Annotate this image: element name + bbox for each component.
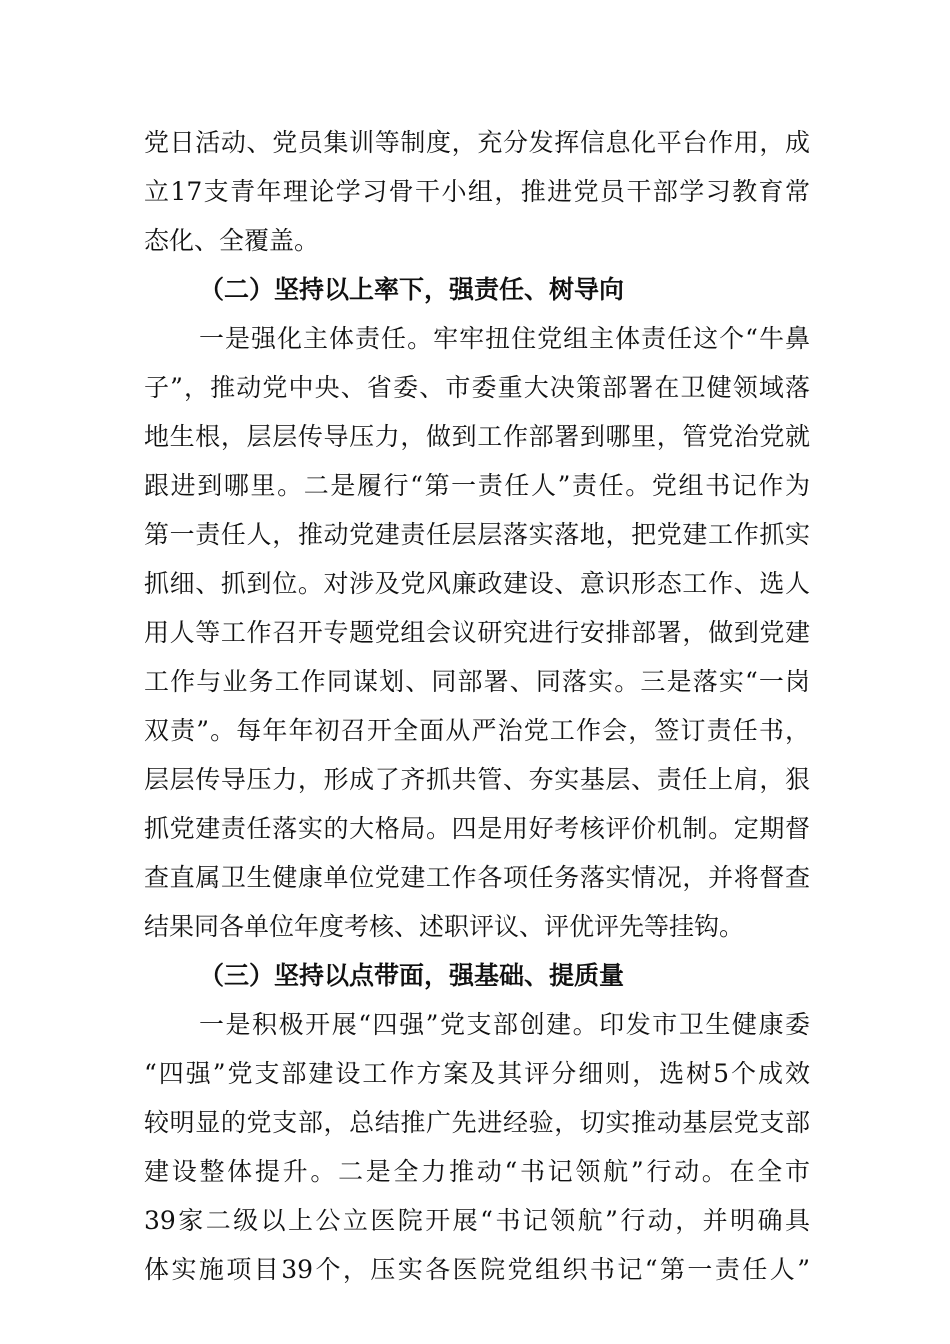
section-heading-3: （三）坚持以点带面，强基础、提质量	[199, 961, 625, 990]
paragraph-2-line-7: 用人等工作召开专题党组会议研究进行安排部署，做到党建	[144, 618, 810, 647]
paragraph-3-line-6: 体实施项目39个，压实各医院党组织书记“第一责任人”	[144, 1255, 810, 1284]
paragraph-2-line-11: 抓党建责任落实的大格局。四是用好考核评价机制。定期督	[144, 814, 810, 843]
paragraph-2-line-2: 子”，推动党中央、省委、市委重大决策部署在卫健领域落	[144, 373, 810, 402]
paragraph-2-line-1: 一是强化主体责任。牢牢扭住党组主体责任这个“牛鼻	[199, 324, 810, 353]
paragraph-1-line-3: 态化、全覆盖。	[144, 226, 320, 255]
paragraph-2-line-13: 结果同各单位年度考核、述职评议、评优评先等挂钩。	[144, 912, 745, 941]
paragraph-2-line-12: 查直属卫生健康单位党建工作各项任务落实情况，并将督查	[144, 863, 810, 892]
paragraph-2-line-6: 抓细、抓到位。对涉及党风廉政建设、意识形态工作、选人	[144, 569, 810, 598]
paragraph-3-line-1: 一是积极开展“四强”党支部创建。印发市卫生健康委	[199, 1010, 810, 1039]
section-heading-2: （二）坚持以上率下，强责任、树导向	[199, 275, 625, 304]
paragraph-3-line-4: 建设整体提升。二是全力推动“书记领航”行动。在全市	[144, 1157, 810, 1186]
paragraph-2-line-4: 跟进到哪里。二是履行“第一责任人”责任。党组书记作为	[144, 471, 810, 500]
paragraph-2-line-9: 双责”。每年年初召开全面从严治党工作会，签订责任书，	[144, 716, 810, 745]
paragraph-2-line-3: 地生根，层层传导压力，做到工作部署到哪里，管党治党就	[144, 422, 810, 451]
paragraph-1-line-2: 立17支青年理论学习骨干小组，推进党员干部学习教育常	[144, 177, 810, 206]
paragraph-3-line-2: “四强”党支部建设工作方案及其评分细则，选树5个成效	[144, 1059, 810, 1088]
document-body	[144, 118, 810, 1294]
paragraph-1-line-1: 党日活动、党员集训等制度，充分发挥信息化平台作用，成	[144, 128, 810, 157]
paragraph-3-line-5: 39家二级以上公立医院开展“书记领航”行动，并明确具	[144, 1206, 810, 1235]
paragraph-3-line-3: 较明显的党支部，总结推广先进经验，切实推动基层党支部	[144, 1108, 810, 1137]
paragraph-2-line-5: 第一责任人，推动党建责任层层落实落地，把党建工作抓实	[144, 520, 810, 549]
paragraph-2-line-10: 层层传导压力，形成了齐抓共管、夯实基层、责任上肩，狠	[144, 765, 810, 794]
paragraph-2-line-8: 工作与业务工作同谋划、同部署、同落实。三是落实“一岗	[144, 667, 810, 696]
